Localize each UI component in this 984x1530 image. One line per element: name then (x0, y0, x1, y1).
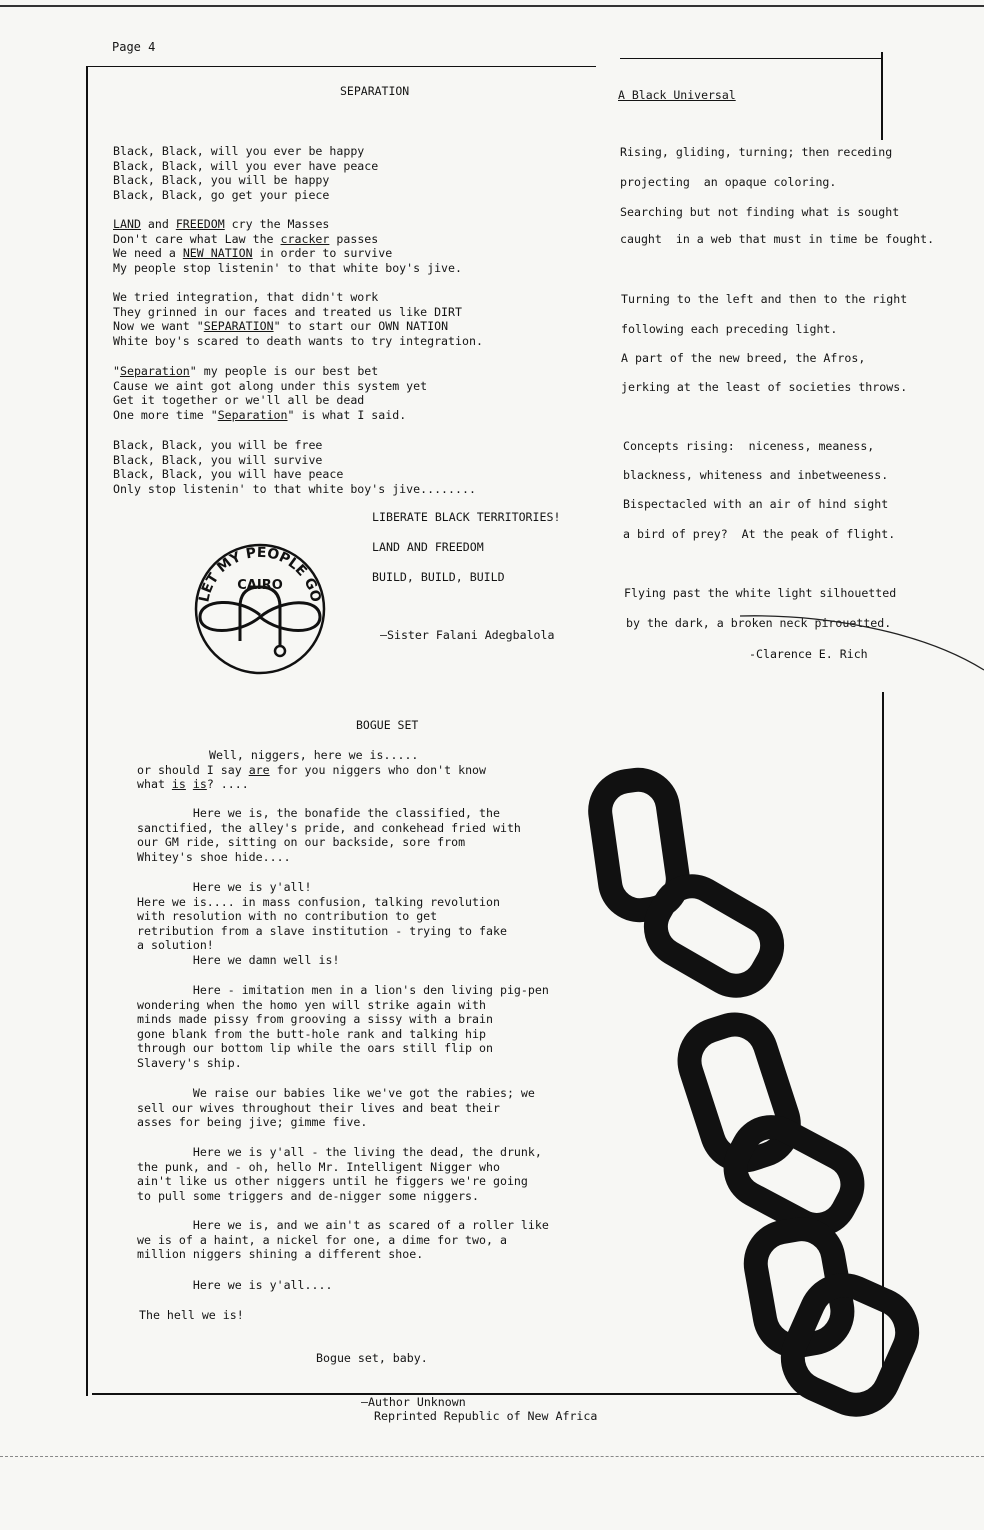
text-span: cry the Masses (224, 217, 330, 231)
poem-line: Get it together or we'll all be dead (113, 393, 365, 408)
poem-line: Black, Black, you will be happy (113, 173, 330, 188)
poem-line: Whitey's shoe hide.... (137, 849, 291, 864)
bogue-paragraph-8: The hell we is! (139, 1308, 244, 1322)
poem-line: Slavery's ship. (137, 1055, 242, 1070)
bogue-paragraph-5 (137, 1145, 542, 1203)
underlined-word: Separation (217, 407, 288, 422)
poem-line: projecting an opaque coloring. (620, 175, 837, 189)
universal-author: -Clarence E. Rich (749, 647, 868, 661)
poem-line: Turning to the left and then to the right (621, 292, 908, 306)
poem-line: Here we is y'all - the living the dead, the drunk, (137, 1145, 542, 1159)
bogue-paragraph-1 (137, 806, 521, 864)
poem-line (113, 364, 427, 379)
poem-line: million niggers shining a different shoe. (137, 1247, 424, 1262)
poem-line: wondering when the homo yen will strike again with (137, 997, 487, 1012)
poem-line: Only stop listenin' to that white boy's jive........ (113, 481, 476, 496)
text-span: " my people is our best bet (189, 364, 379, 378)
chain-illustration (585, 760, 925, 1420)
poem-line: Rising, gliding, turning; then receding (620, 145, 893, 159)
separation-stanza-4 (113, 364, 427, 422)
bogue-paragraph-4 (137, 1086, 535, 1130)
poem-line: sanctified, the alley's pride, and conkehead fried with (137, 820, 521, 835)
slogan: LIBERATE BLACK TERRITORIES! (372, 510, 561, 524)
underlined-word: is (192, 777, 207, 792)
poem-line: Black, Black, you will be free (113, 438, 323, 452)
top-border-line (0, 5, 984, 7)
poem-line: Searching but not finding what is sought (620, 205, 900, 219)
underlined-word: cracker (280, 231, 330, 246)
poem-line (137, 777, 486, 792)
chain-link (782, 1274, 918, 1415)
poem-line: Here we damn well is! (137, 952, 340, 967)
underlined-word: is (171, 777, 186, 792)
poem-line: White boy's scared to death wants to try integration. (113, 333, 483, 348)
bogue-closing: Bogue set, baby. (316, 1351, 428, 1365)
poem-line: blackness, whiteness and inbetweeness. (623, 468, 889, 482)
text-span (186, 777, 193, 791)
logo-ring-textpath: LET MY PEOPLE GO (196, 544, 324, 604)
poem-line: the punk, and - oh, hello Mr. Intelligent Nigger who (137, 1159, 500, 1174)
separation-stanza-5 (113, 438, 476, 496)
poem-line (137, 763, 486, 778)
poem-line: Concepts rising: niceness, meaness, (623, 439, 875, 453)
bogue-paragraph-6 (137, 1218, 549, 1262)
poem-line: caught in a web that must in time be fought. (620, 232, 935, 246)
poem-line: A part of the new breed, the Afros, (621, 351, 866, 365)
poem-line: Black, Black, you will have peace (113, 467, 344, 482)
frame-left-line (86, 66, 88, 1396)
logo-ring-text (196, 545, 323, 604)
poem-line: Bispectacled with an air of hind sight (623, 497, 889, 511)
underlined-word: FREEDOM (175, 217, 225, 231)
poem-line: We tried integration, that didn't work (113, 290, 379, 304)
poem-line: Here we is, and we ain't as scared of a roller like (137, 1218, 549, 1232)
bogue-paragraph-2 (137, 880, 507, 968)
poem-line (113, 217, 462, 232)
poem-line: following each preceding light. (621, 322, 838, 336)
poem-line: They grinned in our faces and treated us like DIRT (113, 304, 463, 319)
poem-line: asses for being jive; gimme five. (137, 1115, 368, 1130)
underlined-word: Separation (119, 364, 190, 378)
poem-line: minds made pissy from grooving a sissy with a brain (137, 1012, 493, 1027)
poem-line: Well, niggers, here we is..... (209, 748, 419, 762)
poem-line: gone blank from the butt-hole rank and talking hip (137, 1026, 487, 1041)
bogue-reprint-credit: Reprinted Republic of New Africa (374, 1409, 598, 1423)
poem-line: ain't like us other niggers until he figgers we're going (137, 1174, 528, 1189)
poem-line: Here - imitation men in a lion's den living pig-pen (137, 983, 549, 997)
text-span: " to start our OWN NATION (273, 319, 449, 334)
poem-line: Black, Black, go get your piece (113, 187, 330, 202)
poem-line: we is of a haint, a nickel for one, a dime for two, a (137, 1232, 507, 1247)
slogan: BUILD, BUILD, BUILD (372, 570, 505, 584)
poem-line: Black, Black, will you ever have peace (113, 158, 379, 173)
text-span: for you niggers who don't know (269, 762, 487, 777)
poem-line (113, 246, 462, 261)
text-span: and (140, 217, 176, 231)
frame-right-line-upper (881, 52, 883, 140)
poem-line: with resolution with no contribution to get (137, 909, 438, 924)
logo-center-text: CAIRO (237, 578, 283, 593)
poem-line (113, 232, 462, 247)
text-span: in order to survive (252, 246, 393, 261)
bogue-paragraph-3 (137, 983, 549, 1071)
poem-line: a solution! (137, 938, 214, 953)
text-span: One more time " (113, 407, 218, 422)
poem-line: Black, Black, you will survive (113, 452, 323, 467)
separation-stanza-3 (113, 290, 483, 348)
separation-stanza-2 (113, 217, 462, 275)
poem-line: Here we is.... in mass confusion, talking revolution (137, 894, 500, 909)
text-span: ? .... (206, 777, 249, 792)
poem-line: by the dark, a broken neck pirouetted. (626, 616, 892, 630)
poem-line: a bird of prey? At the peak of flight. (623, 527, 896, 541)
universal-title: A Black Universal (618, 88, 736, 102)
poem-line: Flying past the white light silhouetted (624, 586, 897, 600)
bogue-title: BOGUE SET (356, 718, 419, 732)
poem-line (113, 319, 483, 334)
text-span: We need a (113, 246, 183, 261)
poem-line: our GM ride, sitting on our backside, sore from (137, 835, 466, 850)
bogue-author: —Author Unknown (361, 1395, 466, 1409)
poem-line: retribution from a slave institution - trying to fake (137, 923, 507, 938)
text-span: Don't care what Law the (113, 231, 281, 246)
poem-line: jerking at the least of societies throws. (621, 380, 908, 394)
poem-line: Cause we aint got along under this system yet (113, 378, 428, 393)
slogan: LAND AND FREEDOM (372, 540, 484, 554)
chain-link (725, 1117, 863, 1236)
bogue-intro (137, 748, 486, 792)
poem-line: Black, Black, will you ever be happy (113, 144, 365, 158)
poem-line (113, 408, 427, 423)
poem-line: through our bottom lip while the oars still flip on (137, 1041, 493, 1056)
poem-line: We raise our babies like we've got the rabies; we (137, 1086, 535, 1100)
underlined-word: are (248, 762, 270, 777)
text-span: " (113, 364, 120, 378)
let-my-people-go-logo (182, 537, 338, 677)
bogue-paragraph-7: Here we is y'all.... (137, 1278, 333, 1292)
text-span: " is what I said. (287, 407, 407, 422)
bottom-dashed-line (0, 1456, 984, 1457)
poem-line: sell our wives throughout their lives and beat their (137, 1100, 500, 1115)
separation-stanza-1 (113, 144, 378, 202)
page-number: Page 4 (112, 40, 156, 54)
logo-infinity-mark (200, 602, 320, 630)
stray-pen-stroke (740, 610, 984, 680)
separation-title: SEPARATION (340, 84, 410, 98)
underlined-word: LAND (113, 217, 141, 231)
text-span: Now we want " (113, 319, 204, 334)
logo-small-ring (275, 646, 285, 656)
separation-author: —Sister Falani Adegbalola (380, 628, 555, 642)
underlined-word: SEPARATION (203, 319, 274, 334)
poem-line: Here we is y'all! (137, 880, 312, 894)
poem-line: My people stop listenin' to that white boy's jive. (113, 260, 463, 275)
frame-top-line (86, 66, 596, 67)
poem-line: to pull some triggers and de-nigger some niggers. (137, 1188, 480, 1203)
frame-top-right-line (620, 58, 882, 59)
chain-link (645, 875, 783, 996)
text-span: or should I say (137, 762, 249, 777)
underlined-word: NEW NATION (182, 246, 253, 261)
text-span: what (137, 777, 172, 792)
text-span: passes (329, 231, 379, 246)
poem-line: Here we is, the bonafide the classified, the (137, 806, 500, 820)
